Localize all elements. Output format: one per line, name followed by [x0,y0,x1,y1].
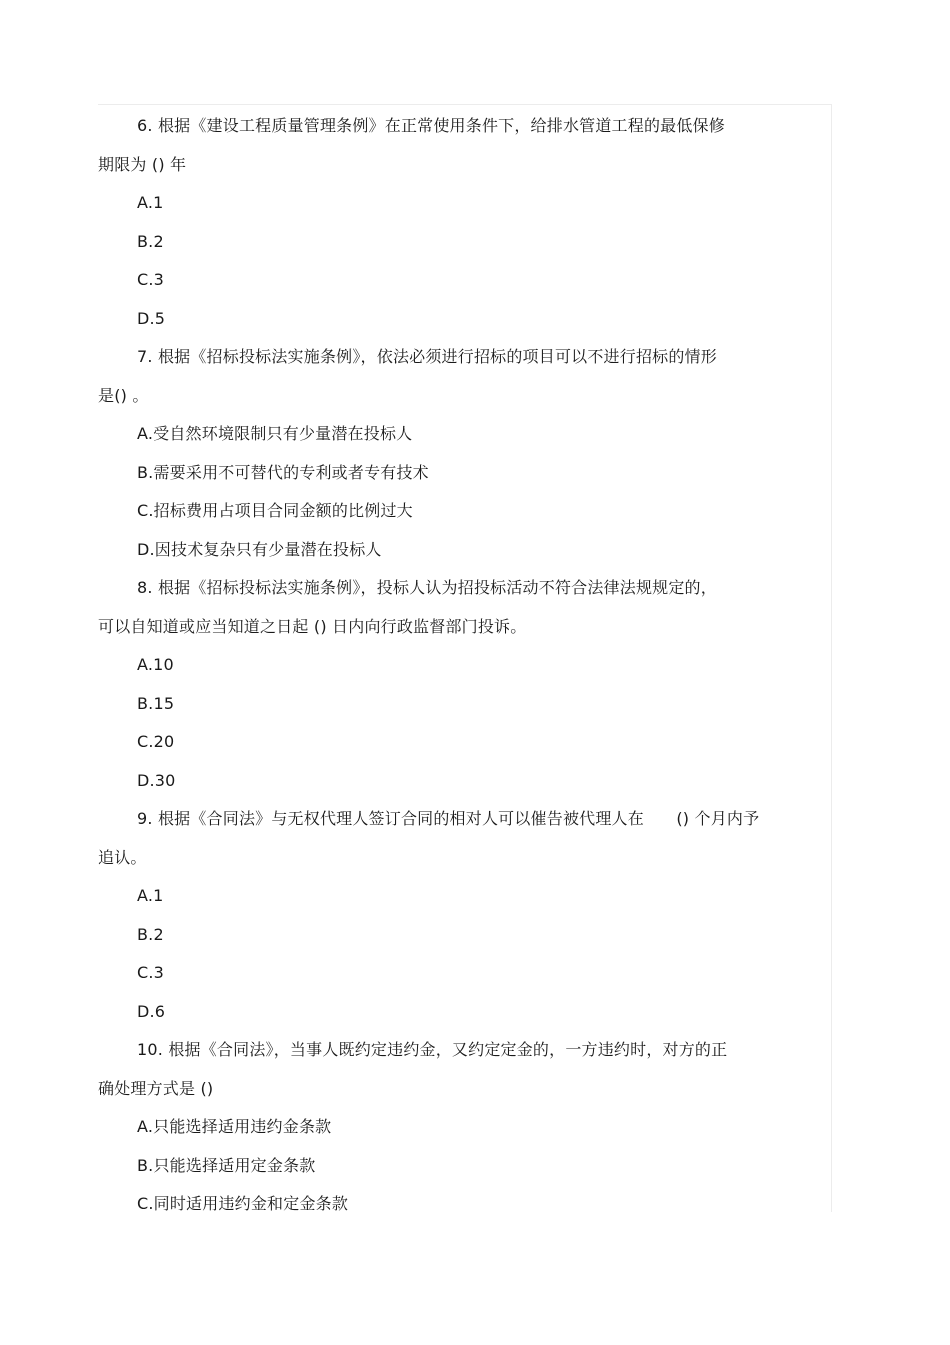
option-c: C.3 [137,270,165,289]
option-a: A.1 [137,193,164,212]
question-stem: 可以自知道或应当知道之日起 () 日内向行政监督部门投诉。 [98,616,527,636]
option-c: C.招标费用占项目合同金额的比例过大 [137,501,413,520]
option-a: A.受自然环境限制只有少量潜在投标人 [137,424,413,443]
question-9 [98,800,838,1031]
option-a: A.10 [137,655,174,674]
question-stem: 确处理方式是 () [98,1078,214,1098]
option-b: B.需要采用不可替代的专利或者专有技术 [137,462,429,482]
option-d: D.6 [137,1001,166,1021]
option-b: B.2 [137,231,164,251]
question-stem: 追认。 [98,847,147,867]
option-c: C.3 [137,963,165,982]
option-d: D.因技术复杂只有少量潜在投标人 [137,539,382,559]
option-b: B.只能选择适用定金条款 [137,1155,316,1175]
question-stem: 是() 。 [98,385,149,405]
question-stem: 期限为 () 年 [98,154,187,174]
option-b: B.2 [137,924,164,944]
option-d: D.30 [137,770,176,790]
question-stem: 6. 根据《建设工程质量管理条例》在正常使用条件下，给排水管道工程的最低保修 [137,116,725,135]
option-a: A.1 [137,886,164,905]
question-7 [98,338,838,569]
option-d: D.5 [137,308,166,328]
option-b: B.15 [137,693,175,713]
option-a: A.只能选择适用违约金条款 [137,1117,332,1136]
option-c: C.20 [137,732,175,751]
question-stem: 8. 根据《招标投标法实施条例》，投标人认为招投标活动不符合法律法规规定的， [137,578,717,597]
question-stem: 10. 根据《合同法》，当事人既约定违约金，又约定定金的，一方违约时，对方的正 [137,1040,728,1059]
question-8 [98,569,838,800]
question-stem: 9. 根据《合同法》与无权代理人签订合同的相对人可以催告被代理人在 () 个月内予 [137,809,760,828]
question-stem: 7. 根据《招标投标法实施条例》，依法必须进行招标的项目可以不进行招标的情形 [137,347,717,366]
question-10 [98,1031,838,1224]
question-6 [98,107,838,338]
option-c: C.同时适用违约金和定金条款 [137,1194,349,1213]
document-body [98,107,838,1224]
